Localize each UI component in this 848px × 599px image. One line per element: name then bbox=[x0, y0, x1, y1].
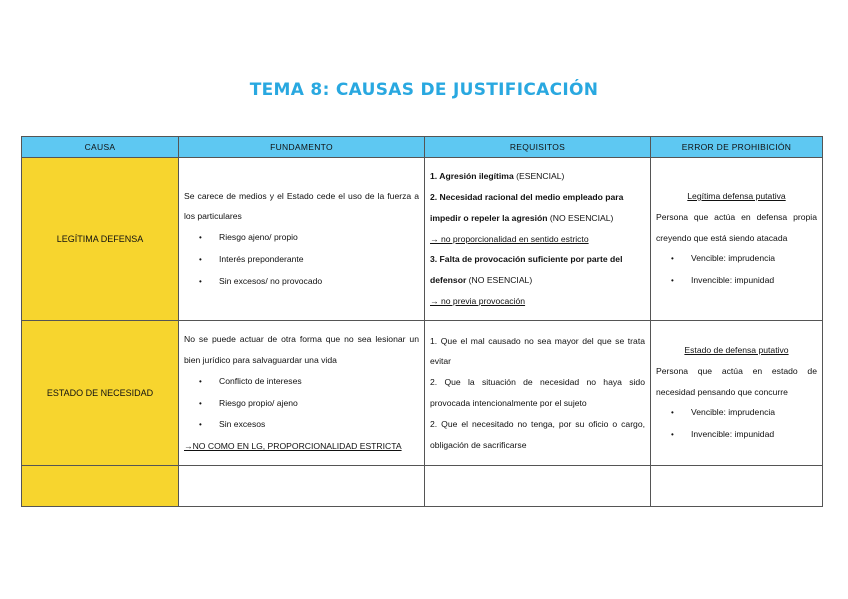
empty-cell bbox=[651, 466, 823, 507]
list-item: • Sin excesos bbox=[199, 419, 266, 430]
requisitos-cell bbox=[425, 321, 651, 466]
error-text: Persona que actúa en defensa propia creyendo que está siendo atacada bbox=[656, 211, 817, 243]
requisito-2: 2. Necesidad racional del medio empleado para impedir o repeler la agresión (NO ESENCIAL) bbox=[430, 192, 624, 223]
requisito-2-note: → no proporcionalidad en sentido estricto bbox=[430, 233, 589, 244]
causes-table bbox=[21, 136, 823, 507]
empty-cell bbox=[425, 466, 651, 507]
requisito-3: 2. Que el necesitado no tenga, por su oficio o cargo, obligación de sacrificarse bbox=[430, 418, 645, 450]
error-heading: Legítima defensa putativa bbox=[687, 191, 786, 201]
list-item: • Riesgo ajeno/ propio bbox=[199, 232, 298, 243]
list-item: • Riesgo propio/ ajeno bbox=[199, 397, 298, 408]
list-item: • Conflicto de intereses bbox=[199, 375, 302, 386]
requisito-1: 1. Agresión ilegítima (ESENCIAL) bbox=[430, 171, 565, 182]
list-item: • Invencible: impunidad bbox=[671, 429, 775, 440]
fundamento-note: →NO COMO EN LG, PROPORCIONALIDAD ESTRICTA bbox=[184, 441, 402, 452]
table-row bbox=[22, 321, 823, 466]
fundamento-cell bbox=[179, 321, 425, 466]
list-item: • Invencible: impunidad bbox=[671, 275, 775, 286]
table-row-empty bbox=[22, 466, 823, 507]
error-cell bbox=[651, 321, 823, 466]
empty-cell bbox=[179, 466, 425, 507]
cause-cell: ESTADO DE NECESIDAD bbox=[22, 321, 179, 466]
header-fundamento: FUNDAMENTO bbox=[179, 137, 425, 158]
requisito-1: 1. Que el mal causado no sea mayor del que se trata evitar bbox=[430, 335, 645, 367]
header-causa: CAUSA bbox=[22, 137, 179, 158]
header-error: ERROR DE PROHIBICIÓN bbox=[651, 137, 823, 158]
requisito-3-note: → no previa provocación bbox=[430, 295, 526, 306]
cause-cell: LEGÍTIMA DEFENSA bbox=[22, 158, 179, 321]
fundamento-intro: Se carece de medios y el Estado cede el uso de la fuerza a los particulares bbox=[184, 190, 419, 222]
fundamento-cell bbox=[179, 158, 425, 321]
fundamento-intro: No se puede actuar de otra forma que no sea lesionar un bien jurídico para salvaguardar una vida bbox=[184, 334, 419, 365]
table-header-row bbox=[22, 137, 823, 158]
list-item: • Interés preponderante bbox=[199, 253, 304, 264]
error-heading: Estado de defensa putativo bbox=[684, 345, 789, 355]
requisito-3: 3. Falta de provocación suficiente por parte del defensor (NO ESENCIAL) bbox=[430, 254, 623, 286]
error-text: Persona que actúa en estado de necesidad pensando que concurre bbox=[656, 365, 817, 397]
table-row bbox=[22, 158, 823, 321]
list-item: • Sin excesos/ no provocado bbox=[199, 275, 323, 286]
requisitos-cell bbox=[425, 158, 651, 321]
error-cell bbox=[651, 158, 823, 321]
cause-cell bbox=[22, 466, 179, 507]
list-item: • Vencible: imprudencia bbox=[671, 407, 776, 418]
list-item: • Vencible: imprudencia bbox=[671, 253, 776, 264]
requisito-2: 2. Que la situación de necesidad no haya sido provocada intencionalmente por el sujeto bbox=[430, 377, 645, 408]
page-title: TEMA 8: CAUSAS DE JUSTIFICACIÓN bbox=[249, 80, 599, 100]
header-requisitos: REQUISITOS bbox=[425, 137, 651, 158]
